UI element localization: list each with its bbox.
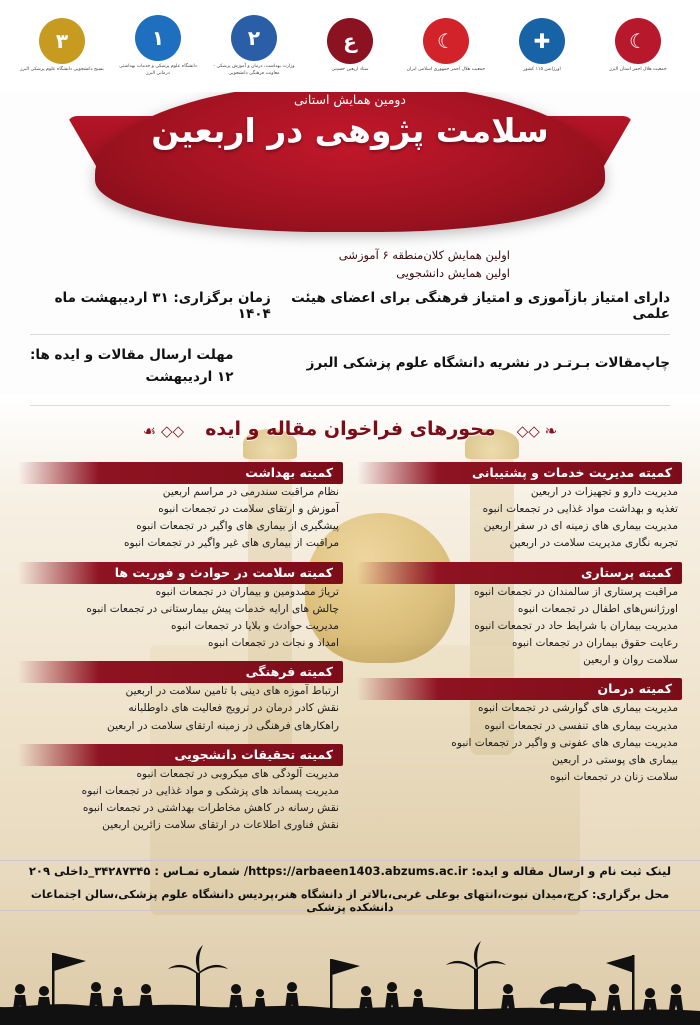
committee-item: مراقبت پرستاری از سالمندان در تجمعات انبوه — [474, 585, 678, 598]
logo-caption: جمعیت هلال احمر جمهوری اسلامی ایران — [406, 67, 486, 73]
committee-column-left — [18, 462, 343, 843]
logo-strip — [0, 0, 700, 92]
committee-header: کمیته مدیریت خدمات و پشتیبانی — [357, 462, 682, 484]
committee-block — [357, 562, 682, 670]
committee-item: نقش کادر درمان در ترویج فعالیت های داوطلبانه — [128, 702, 339, 715]
committee-block — [18, 744, 343, 835]
committee-item: ارتباط آموزه های دینی با تامین سلامت در اربعین — [125, 685, 339, 698]
ministry-health-logo-icon: ۲ — [231, 15, 277, 61]
info-row-deadline — [30, 345, 670, 388]
committee-item: سلامت زنان در تجمعات انبوه — [550, 771, 678, 784]
committee-item: مدیریت بیماری های تنفسی در تجمعات انبوه — [484, 719, 678, 732]
logo-item — [17, 18, 107, 74]
arbaeen-congress-logo-icon: ع — [327, 18, 373, 64]
logo-item — [401, 18, 491, 74]
committee-item: سلامت روان و اربعین — [583, 654, 678, 667]
committee-item: راهکارهای فرهنگی در زمینه ارتقای سلامت در اربعین — [107, 719, 339, 732]
committee-item: نقش فناوری اطلاعات در ارتقای سلامت زائرین اربعین — [102, 819, 339, 832]
committee-block — [18, 562, 343, 653]
logo-caption: جمعیت هلال احمر استان البرز — [609, 67, 667, 73]
red-crescent-logo-icon: ☾ — [423, 18, 469, 64]
logo-caption: ستاد اربعین حسینی — [331, 67, 369, 73]
committee-block — [357, 462, 682, 553]
committee-block — [18, 661, 343, 734]
committee-item: تریاژ مصدومین و بیماران در تجمعات انبوه — [155, 585, 339, 598]
info-row-date — [30, 290, 670, 322]
section-title-text: محورهای فراخوان مقاله و ایده — [205, 418, 496, 440]
deadline-date: ۱۲ اردیبهشت — [145, 368, 234, 385]
committee-item: مدیریت بیماری های زمینه ای در سفر اربعین — [483, 520, 678, 533]
banner-title: سلامت پژوهی در اربعین — [151, 111, 549, 150]
committee-item: مدیریت پسماند های پزشکی و مواد غذایی در تجمعات انبوه — [81, 784, 339, 797]
banner-line-1: اولین همایش کلان‌منطقه ۶ آموزشی — [338, 248, 510, 262]
committee-header: کمیته پرستاری — [357, 562, 682, 584]
footer-divider-top — [0, 860, 700, 861]
committee-column-right — [357, 462, 682, 843]
emergency-115-logo-icon: ✚ — [519, 18, 565, 64]
committee-item: تغذیه و بهداشت مواد غذایی در تجمعات انبوه — [482, 503, 678, 516]
committee-block — [357, 678, 682, 786]
committee-header: کمیته سلامت در حوادث و فوریت ها — [18, 562, 343, 584]
venue-address: محل برگزاری: کرج،میدان نبوت،انتهای بوعلی غربی،بالاتر از دانشگاه هنر،پردیس دانشگاه علوم پزشکی،سالن اجتماعات دانشکده پزشکی — [30, 888, 670, 914]
committee-header: کمیته فرهنگی — [18, 661, 343, 683]
committee-item: اورژانس‌های اطفال در تجمعات انبوه — [517, 602, 678, 615]
red-crescent-alborz-logo-icon: ☾ — [615, 18, 661, 64]
divider — [30, 405, 670, 406]
committee-header: کمیته بهداشت — [18, 462, 343, 484]
logo-item — [113, 15, 203, 78]
ornament-right-icon: ◇◇ ☙ — [142, 421, 185, 440]
committee-item: چالش های ارایه خدمات پیش بیمارستانی در تجمعات انبوه — [86, 602, 339, 615]
committee-block — [18, 462, 343, 553]
deadline-label: مهلت ارسال مقالات و ایده ها: — [30, 347, 234, 363]
committee-item: آموزش و ارتقای سلامت در تجمعات انبوه — [158, 503, 339, 516]
committee-item: نقش رسانه در کاهش مخاطرات بهداشتی در تجمعات انبوه — [82, 802, 339, 815]
logo-caption: اورژانس ۱۱۵ کشور — [523, 67, 561, 73]
committee-item: بیماری های پوستی در اربعین — [551, 753, 678, 766]
logo-item — [593, 18, 683, 74]
committee-item: مدیریت آلودگی های میکروبی در تجمعات انبوه — [136, 767, 339, 780]
committee-item: امداد و نجات در تجمعات انبوه — [208, 637, 339, 650]
committee-item: تجربه نگاری مدیریت سلامت در اربعین — [509, 537, 678, 550]
publish-label: چاپ‌مقالات بـرتـر در نشریه دانشگاه علوم پزشکی البرز — [306, 355, 670, 371]
title-banner — [0, 78, 700, 281]
committee-item: نظام مراقبت سندرمی در مراسم اربعین — [162, 486, 339, 498]
committee-item: مدیریت حوادث و بلایا در تجمعات انبوه — [171, 619, 339, 632]
banner-shape — [95, 82, 605, 232]
logo-caption: بسیج دانشجویی دانشگاه علوم پزشکی البرز — [20, 67, 104, 73]
banner-sublines — [339, 246, 510, 283]
credit-label: دارای امتیاز بازآموزی و امتیاز فرهنگی برای اعضای هیئت علمی — [291, 290, 670, 322]
committee-item: مدیریت بیماری های عفونی و واگیر در تجمعات انبوه — [451, 736, 678, 749]
logo-item — [497, 18, 587, 74]
section-title — [0, 418, 700, 440]
committee-item: مدیریت بیماری های گوارشی در تجمعات انبوه — [477, 702, 678, 715]
divider — [30, 334, 670, 335]
committee-item: مدیریت دارو و تجهیزات در اربعین — [530, 486, 678, 498]
committee-header: کمیته درمان — [357, 678, 682, 700]
committee-item: پیشگیری از بیماری های واگیر در تجمعات انبوه — [136, 520, 339, 533]
student-basij-logo-icon: ۳ — [39, 18, 85, 64]
logo-item — [209, 15, 299, 78]
committee-item: مراقبت از بیماری های غیر واگیر در تجمعات انبوه — [123, 537, 339, 550]
committee-item: مدیریت بیماران با شرایط حاد در تجمعات انبوه — [474, 619, 678, 632]
committee-columns — [18, 462, 682, 843]
logo-caption: وزارت بهداشت، درمان و آموزش پزشکی - معاونت فرهنگی دانشجویی — [213, 63, 295, 76]
ornament-left-icon: ❧ ◇◇ — [516, 421, 558, 440]
logo-item — [305, 18, 395, 74]
deadline-block — [30, 345, 233, 388]
event-date: زمان برگزاری: ۳۱ اردیبهشت ماه ۱۴۰۴ — [54, 290, 271, 322]
university-medical-sciences-logo-icon: ۱ — [135, 15, 181, 61]
registration-link[interactable]: لینک ثبت نام و ارسال مقاله و ایده: https://arbaeen1403.abzums.ac.ir/ شماره تمـاس : ۳۴۲۸۷۳۴۵_داخلی ۲۰۹ — [28, 864, 672, 878]
banner-line-2: اولین همایش دانشجویی — [396, 266, 510, 281]
banner-text — [95, 92, 605, 154]
committee-item: رعایت حقوق بیماران در تجمعات انبوه — [512, 637, 678, 650]
logo-caption: دانشگاه علوم پزشکی و خدمات بهداشتی درمانی البرز — [119, 63, 197, 76]
pilgrim-crowd-silhouette — [0, 915, 700, 1025]
banner-subtitle: دومین همایش استانی — [294, 92, 406, 107]
committee-header: کمیته تحقیقات دانشجویی — [18, 744, 343, 766]
